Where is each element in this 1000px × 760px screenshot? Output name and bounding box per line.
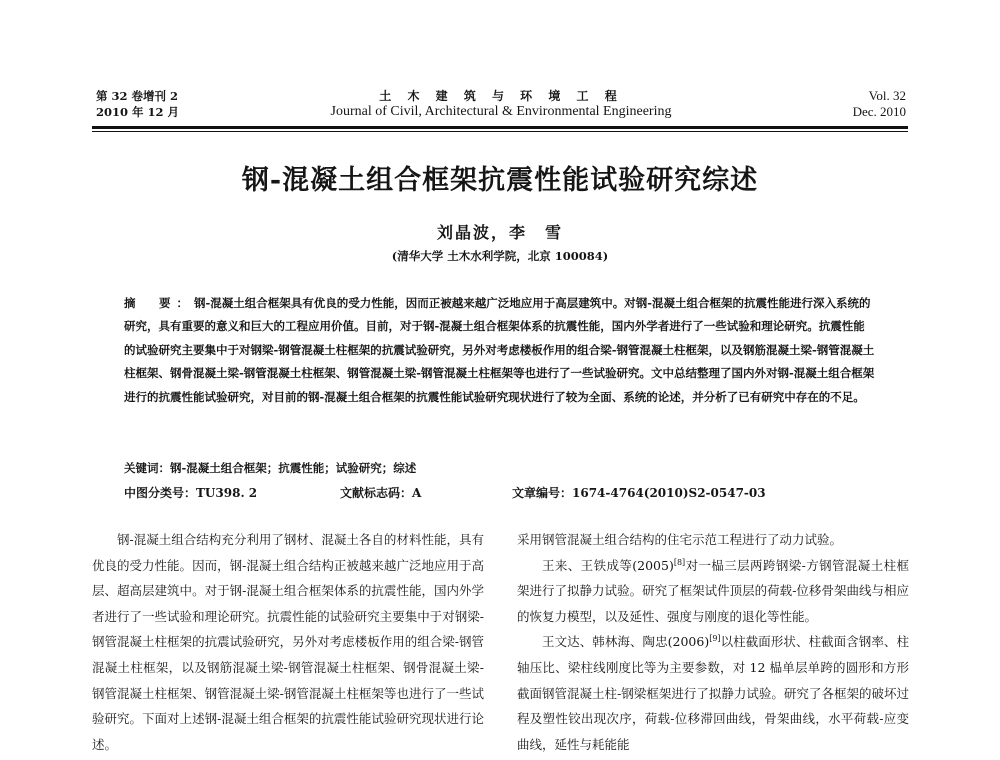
clc-number: 中图分类号：TU398. 2 — [124, 486, 258, 500]
body-left-column — [92, 527, 484, 757]
body-paragraph: 钢-混凝土组合结构充分利用了钢材、混凝土各自的材料性能，具有优良的受力性能。因而，钢-混凝土组合结构正被越来越广泛地应用于高层、超高层建筑中。对于钢-混凝土组合框架体系的抗震性能，国内外学者进行了一些试验和理论研究。抗震性能的试验研究主要集中于对钢梁-钢管混凝土柱框架的抗震试验研究，另外对考虑楼板作用的组合梁-钢管混凝土柱框架，以及钢筋混凝土梁-钢管混凝土柱框架、钢骨混凝土梁-钢管混凝土柱框架、钢管混凝土梁-钢管混凝土柱框架等也进行了一些试验研究。下面对上述钢-混凝土组合框架的抗震性能试验研究现状进行论述。 — [92, 532, 484, 752]
abstract — [124, 292, 876, 409]
header-rule-thick — [92, 126, 908, 129]
authors: 刘晶波，李 雪 — [436, 223, 563, 242]
keywords-text: 钢-混凝土组合框架；抗震性能；试验研究；综述 — [170, 461, 417, 475]
keywords — [124, 458, 876, 478]
abstract-label: 摘 要： — [124, 296, 194, 310]
abstract-text: 钢-混凝土组合框架具有优良的受力性能，因而正被越来越广泛地应用于高层建筑中。对钢-混凝土组合框架的抗震性能进行深入系统的研究，具有重要的意义和巨大的工程应用价值。目前，对于钢-混凝土组合框架体系的抗震性能，国内外学者进行了一些试验和理论研究。抗震性能的试验研究主要集中于对钢梁-钢管混凝土柱框架的抗震试验研究，另外对考虑楼板作用的组合梁-钢管混凝土柱框架，以及钢筋混凝土梁-钢管混凝土柱框架、钢骨混凝土梁-钢管混凝土柱框架、钢管混凝土梁-钢管混凝土柱框架等也进行了一些试验研究。文中总结整理了国内外对钢-混凝土组合框架进行的抗震性能试验研究，对目前的钢-混凝土组合框架的抗震性能试验研究现状进行了较为全面、系统的论述，并分析了已有研究中存在的不足。 — [124, 296, 875, 404]
article-title: 钢-混凝土组合框架抗震性能试验研究综述 — [241, 165, 759, 196]
body-right-column — [517, 527, 909, 757]
header-rule-thin — [92, 131, 908, 132]
header-journal-name: 土 木 建 筑 与 环 境 工 程 Journal of Civil, Architectural & Environmental Engineering — [330, 89, 672, 119]
article-number: 文章编号：1674-4764(2010)S2-0547-03 — [512, 486, 766, 500]
body-paragraph: 采用钢管混凝土组合结构的住宅示范工程进行了动力试验。 — [517, 532, 843, 547]
header-volume-info-en: Vol. 32 Dec. 2010 — [852, 88, 906, 119]
affiliation: (清华大学 土木水利学院，北京 100084) — [391, 249, 609, 263]
body-paragraph: 王来、王铁成等(2005)[8]对一榀三层两跨钢梁-方钢管混凝土柱框架进行了拟静力试验。研究了框架试件顶层的荷载-位移骨架曲线与相应的恢复力模型，以及延性、强度与刚度的退化等性能。 — [517, 557, 909, 624]
body-paragraph: 王文达、韩林海、陶忠(2006)[9]以柱截面形状、柱截面含钢率、柱轴压比、梁柱线刚度比等为主要参数，对 12 榀单层单跨的圆形和方形截面钢管混凝土柱-钢梁框架进行了拟静力试验。研究了各框架的破坏过程及塑性铰出现次序，荷载-位移滞回曲线，骨架曲线，水平荷载-应变曲线，延性与耗能能 — [517, 634, 909, 752]
document-code: 文献标志码：A — [340, 486, 422, 500]
running-header — [96, 88, 906, 124]
citation-ref[interactable]: [9] — [709, 634, 721, 644]
citation-ref[interactable]: [8] — [673, 557, 686, 567]
header-volume-info: 第 32 卷增刊 2 2010 年 12 月 — [96, 89, 180, 119]
keywords-label: 关键词： — [124, 461, 170, 475]
